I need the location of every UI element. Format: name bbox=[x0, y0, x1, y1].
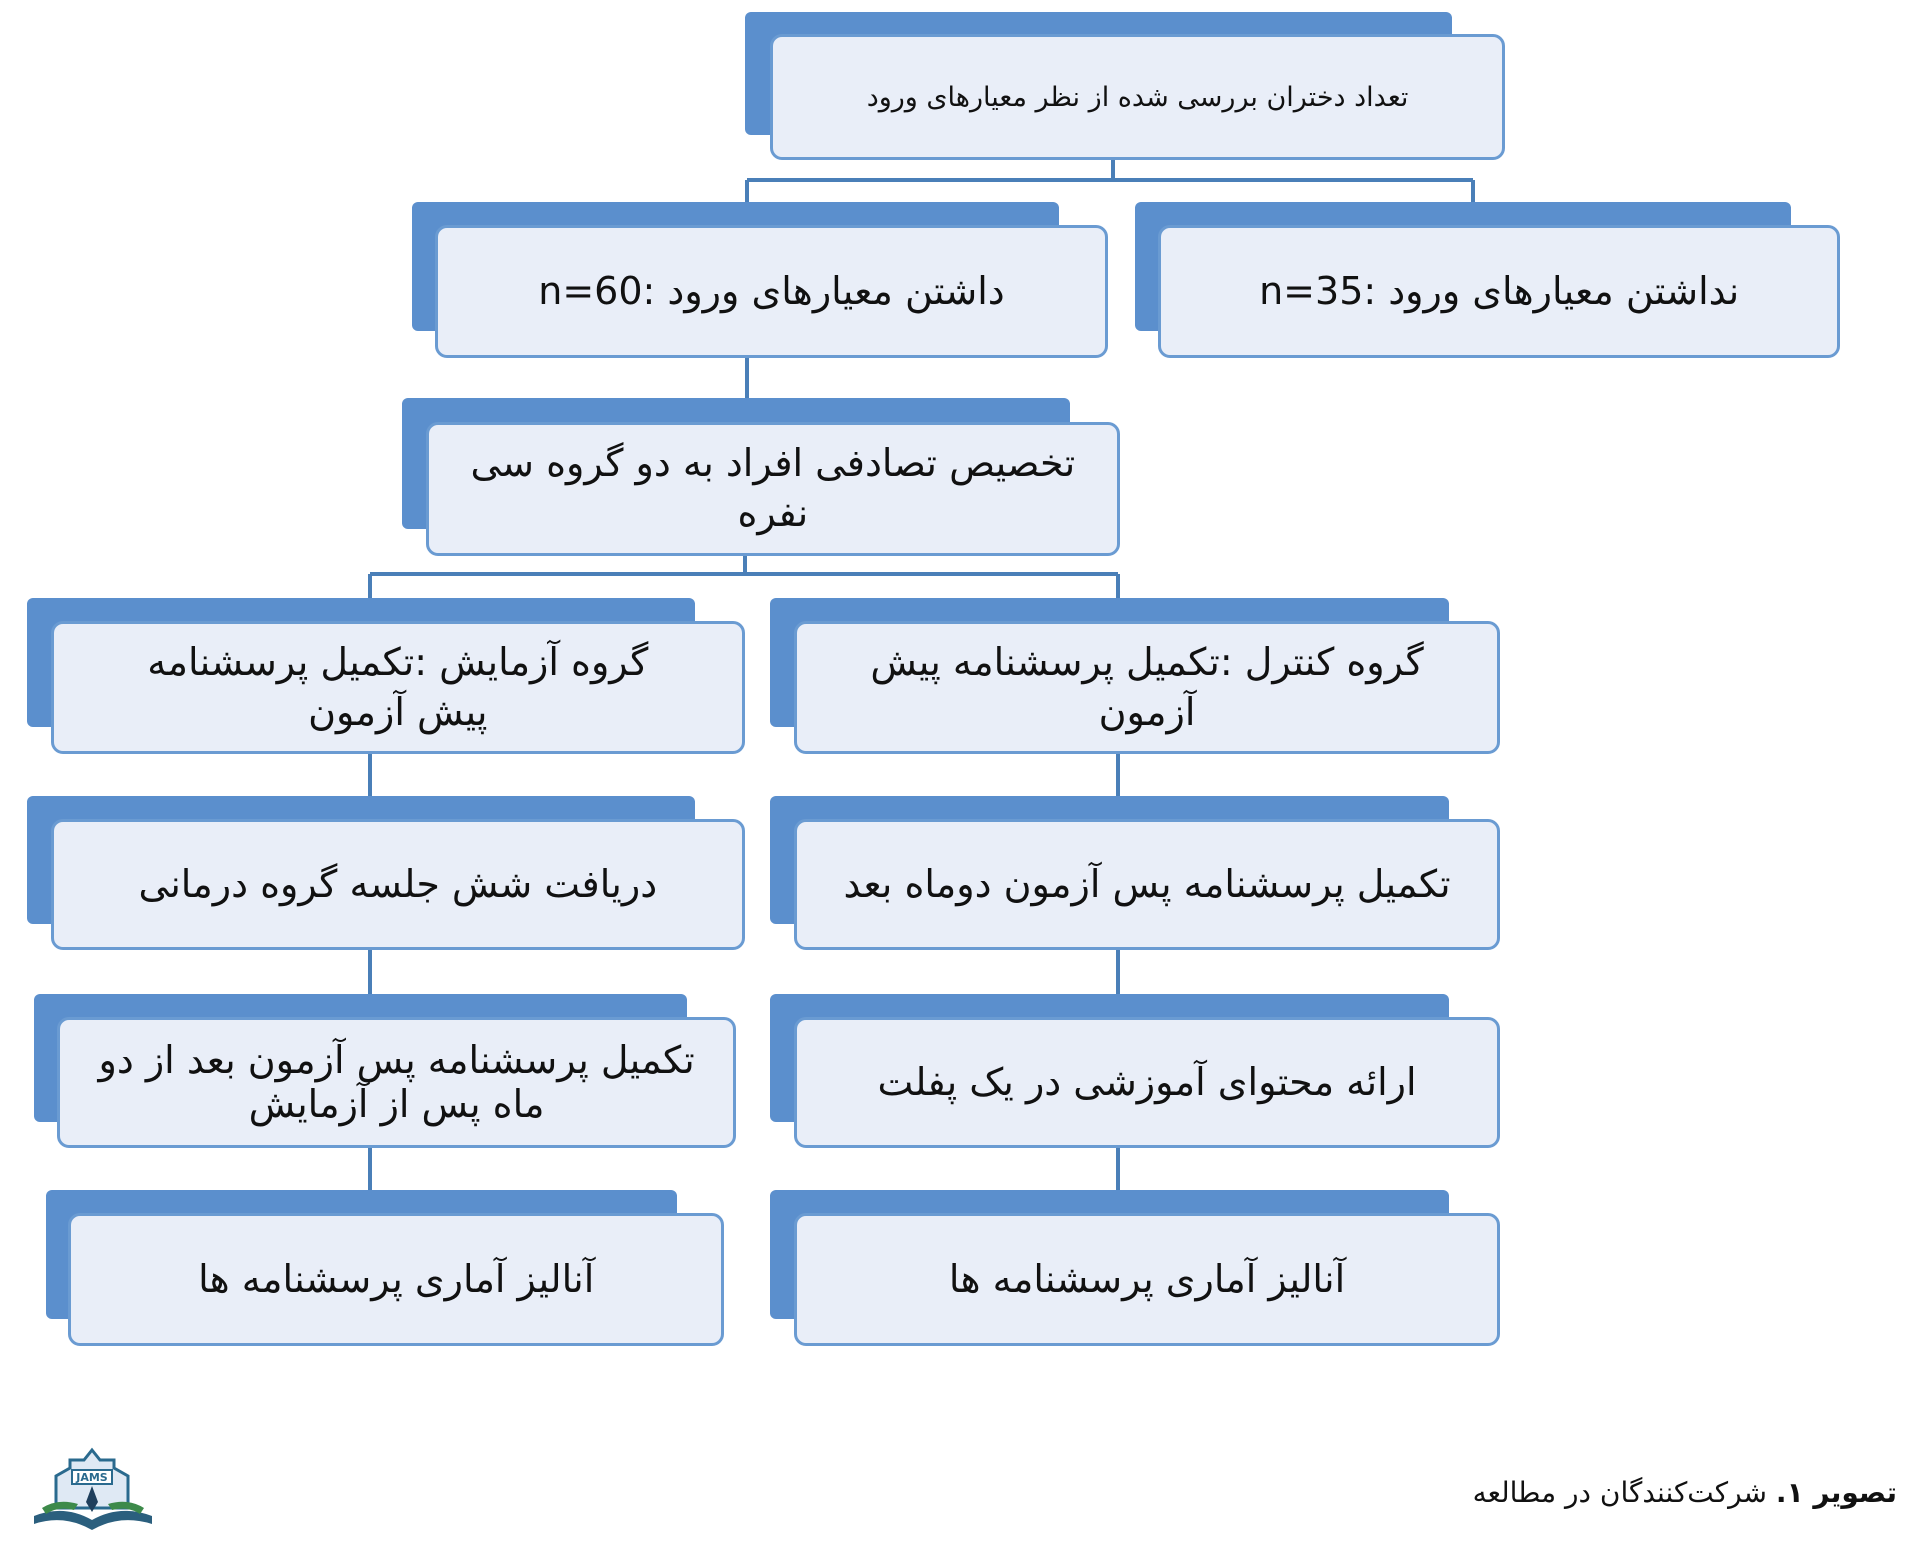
node-experimental-step1 bbox=[27, 598, 745, 754]
node-experimental-step2-label: دریافت شش جلسه گروه درمانی bbox=[138, 861, 658, 906]
node-control-step3-label: ارائه محتوای آموزشی در یک پفلت bbox=[877, 1059, 1417, 1104]
jams-logo bbox=[28, 1446, 158, 1536]
node-control-step1-label: گروه کنترل :تکمیل پرسشنامه پیش آزمون bbox=[870, 640, 1424, 734]
node-control-step4 bbox=[770, 1190, 1500, 1346]
node-control-step1 bbox=[770, 598, 1500, 754]
jams-logo-text: JAMS bbox=[76, 1471, 108, 1484]
node-has-criteria bbox=[412, 202, 1108, 358]
node-experimental-step3 bbox=[34, 994, 736, 1148]
figure-caption-label: تصویر ۱. bbox=[1775, 1476, 1897, 1509]
node-experimental-step3-label: تکمیل پرسشنامه پس آزمون بعد از دو ماه پس از آزمایش bbox=[98, 1037, 695, 1126]
node-control-step2-label: تکمیل پرسشنامه پس آزمون دوماه بعد bbox=[843, 861, 1451, 906]
node-no-criteria bbox=[1135, 202, 1840, 358]
node-experimental-step2 bbox=[27, 796, 745, 950]
node-has-criteria-label: داشتن معیارهای ورود :n=60 bbox=[538, 268, 1005, 313]
figure-caption bbox=[1473, 1476, 1897, 1509]
node-control-step3 bbox=[770, 994, 1500, 1148]
node-experimental-step1-label: گروه آزمایش :تکمیل پرسشنامه پیش آزمون bbox=[147, 640, 649, 734]
node-top-label: تعداد دختران بررسی شده از نظر معیارهای ورود bbox=[866, 81, 1409, 113]
node-control-step2 bbox=[770, 796, 1500, 950]
node-top bbox=[745, 12, 1505, 160]
node-no-criteria-label: نداشتن معیارهای ورود :n=35 bbox=[1259, 268, 1740, 313]
node-allocation-label: تخصیص تصادفی افراد به دو گروه سی نفره bbox=[470, 441, 1076, 535]
node-experimental-step4-label: آنالیز آماری پرسشنامه ها bbox=[198, 1256, 595, 1301]
node-control-step4-label: آنالیز آماری پرسشنامه ها bbox=[948, 1256, 1346, 1301]
figure-caption-text: شرکت‌کنندگان در مطالعه bbox=[1472, 1476, 1768, 1509]
node-allocation bbox=[402, 398, 1120, 556]
node-experimental-step4 bbox=[46, 1190, 724, 1346]
